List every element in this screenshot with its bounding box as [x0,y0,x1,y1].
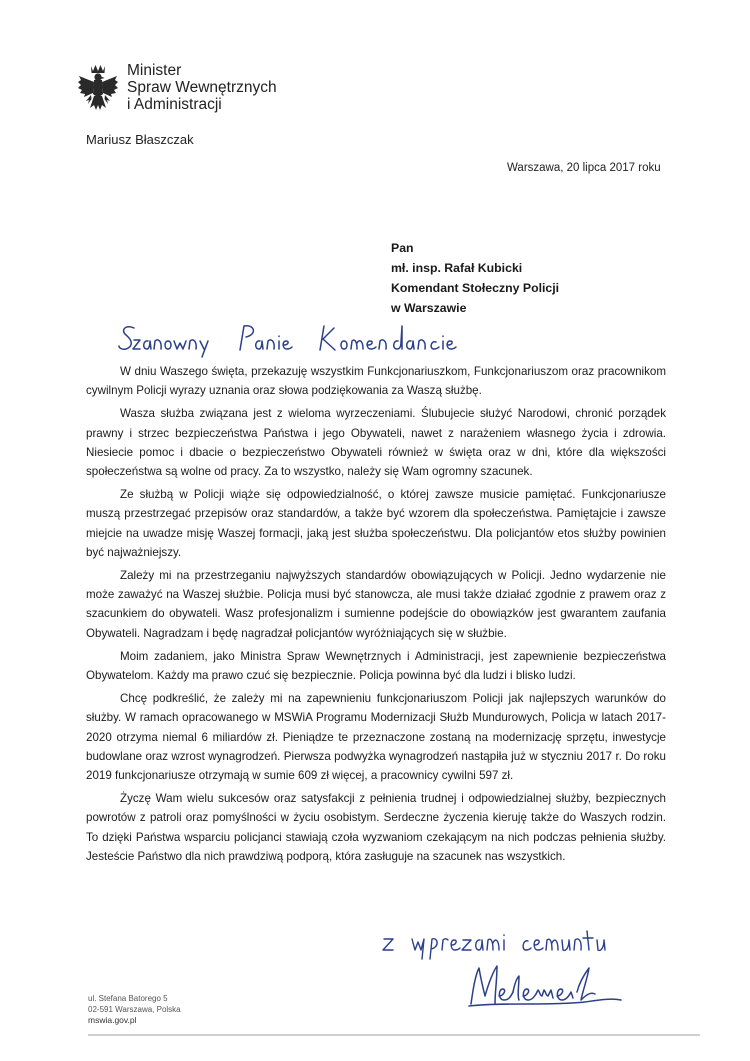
signer-name: Mariusz Błaszczak [86,132,194,147]
ministry-line: Spraw Wewnętrznych [127,79,277,96]
letter-body [86,362,666,870]
body-paragraph: Chcę podkreślić, że zależy mi na zapewnieniu funkcjonariuszom Policji jak najlepszych warunków do służby. W ramach opracowanego w MSWiA Programu Modernizacji Służb Mundurowych, Policja w latach 2017-2020 otrzyma niemal 6 miliardów zł. Pieniądze te przeznaczone zostaną na modernizację sprzętu, inwestycje budowlane oraz wzrost wynagrodzeń. Pierwsza podwyżka wynagrodzeń nastąpiła już w styczniu 2017 r. Do roku 2019 funkcjonariusze otrzymają w sumie 609 zł więcej, a pracownicy cywilni 597 zł. [86,692,666,783]
handwritten-signature [465,962,635,1012]
place-date: Warszawa, 20 lipca 2017 roku [507,162,661,174]
addressee-line: w Warszawie [391,301,467,315]
body-paragraph: Wasza służba związana jest z wieloma wyrzeczeniami. Ślubujecie służyć Narodowi, chronić porządek prawny i strzec bezpieczeństwa Państwa i jego Obywateli, nawet z narażeniem własnego życia i zdrowia. Niesiecie pomoc i dbacie o bezpieczeństwo Obywateli również w święta oraz w dni, które dla większości społeczeństwa są wolne od pracy. Za to wszystko, należy się Wam ogromny szacunek. [86,407,666,479]
ministry-line: Minister [127,62,182,79]
handwritten-closing [380,925,645,961]
body-paragraph: Życzę Wam wielu sukcesów oraz satysfakcji z pełnienia trudnej i odpowiedzialnej służby, bezpiecznych powrotów z patroli oraz pomyślności w życiu osobistym. Serdeczne życzenia kieruję także do Waszych rodzin. To dzięki Państwa wsparciu policjanci stawiają czoła wyzwaniom czekającym na nich podczas pełnienia służby. Jesteście Państwo dla nich prawdziwą podporą, która zasługuje na szacunek nas wszystkich. [86,792,666,863]
body-paragraph: Ze służbą w Policji wiąże się odpowiedzialność, o której zawsze musicie pamiętać. Funkcjonariusze muszą przestrzegać przepisów oraz standardów, a także być wzorem dla społeczeństwa. Pamiętajcie i zawsze miejcie na uwadze misję Waszej formacji, jaką jest służba społeczeństwu. Dla policjantów etos służby powinien być najważniejszy. [86,488,666,559]
ministry-name [127,62,277,113]
handwritten-salutation [118,320,503,358]
ministry-line: i Administracji [127,96,222,113]
addressee-line: Komendant Stołeczny Policji [391,281,560,295]
footer-address [88,993,181,1026]
polish-eagle-icon [76,62,120,114]
footer-divider [88,1034,700,1036]
addressee-line: mł. insp. Rafał Kubicki [391,261,523,275]
footer-website-link[interactable]: mswia.gov.pl [88,1015,137,1025]
addressee-block [391,238,559,318]
body-paragraph: Zależy mi na przestrzeganiu najwyższych standardów obowiązujących w Policji. Jedno wydarzenie nie może zaważyć na Waszej służbie. Policja musi być stanowcza, ale musi także działać zgodnie z prawem oraz z szacunkiem do obywateli. Wasz profesjonalizm i sumienne podejście do obowiązków jest gwarantem zaufania Obywateli. Nagradzam i będę nagradzał policjantów wyróżniających się w służbie. [86,569,666,640]
body-paragraph: Moim zadaniem, jako Ministra Spraw Wewnętrznych i Administracji, jest zapewnienie bezpieczeństwa Obywatelom. Każdy ma prawo czuć się bezpiecznie. Policja powinna być dla ludzi i blisko ludzi. [86,649,666,683]
addressee-line: Pan [391,241,414,255]
footer-city: 02-591 Warszawa, Polska [88,1005,181,1014]
footer-street: ul. Stefana Batorego 5 [88,994,168,1003]
body-paragraph: W dniu Waszego święta, przekazuję wszystkim Funkcjonariuszkom, Funkcjonariuszom oraz pracownikom cywilnym Policji wyrazy uznania oraz słowa podziękowania za Waszą służbę. [86,365,666,398]
